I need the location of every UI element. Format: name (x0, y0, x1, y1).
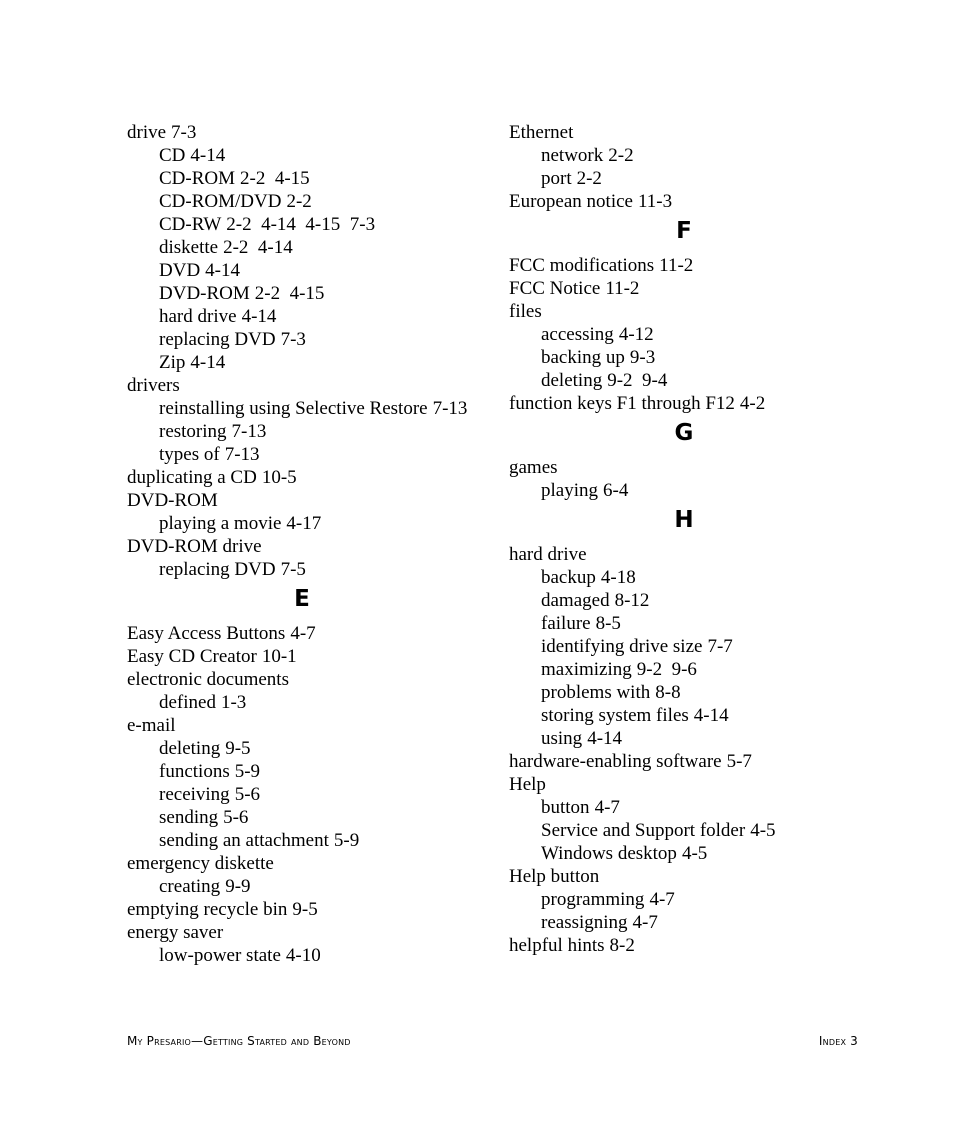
index-page-ref: 4-5 (681, 843, 708, 864)
index-entry (509, 456, 909, 479)
index-page-ref: 4-12 (618, 324, 654, 345)
index-subentry (509, 727, 909, 750)
index-term: damaged (541, 590, 610, 611)
index-page-ref: 7-13 (224, 444, 260, 465)
index-page-ref: 10-1 (261, 646, 297, 667)
index-entry (509, 300, 909, 323)
index-page-ref: 1-3 (220, 692, 247, 713)
index-page-ref: 4-14 (190, 145, 226, 166)
index-term: defined (159, 692, 216, 713)
index-subentry (509, 346, 909, 369)
index-subentry (509, 635, 909, 658)
index-subentry (127, 760, 497, 783)
index-column-left (127, 121, 497, 967)
index-term: playing a movie (159, 513, 282, 534)
index-subentry (127, 167, 497, 190)
index-term: replacing DVD (159, 329, 276, 350)
index-column-right (509, 121, 909, 957)
index-entry (509, 392, 909, 415)
index-subentry (127, 236, 497, 259)
index-subentry (509, 589, 909, 612)
index-term: backup (541, 567, 596, 588)
index-term: Help (509, 774, 546, 795)
index-term: function keys F1 through F12 (509, 393, 735, 414)
index-page-ref: 4-7 (594, 797, 620, 818)
index-page-ref: 4-14 (205, 260, 240, 281)
index-entry (127, 668, 497, 691)
index-term: playing (541, 480, 598, 501)
index-term: duplicating a CD (127, 467, 257, 488)
index-page-ref: 8-5 (595, 613, 621, 634)
index-page-ref: 2-2 4-15 (254, 283, 325, 304)
footer-page-number: Index 3 (818, 1034, 858, 1048)
index-subentry (127, 259, 497, 282)
index-term: games (509, 457, 558, 478)
index-page-ref: 9-9 (225, 876, 251, 897)
index-page-ref: 2-2 4-14 4-15 7-3 (226, 214, 376, 235)
index-subentry (509, 369, 909, 392)
index-page-ref: 5-6 (223, 807, 249, 828)
index-term: CD (159, 145, 186, 166)
index-term: low-power state (159, 945, 281, 966)
index-term: receiving (159, 784, 230, 805)
index-subentry (509, 704, 909, 727)
index-page-ref: 2-2 (286, 191, 312, 212)
index-term: DVD-ROM drive (127, 536, 262, 557)
index-page-ref: 11-2 (605, 278, 640, 299)
index-term: reassigning (541, 912, 628, 933)
index-entry (127, 921, 497, 944)
index-subentry (509, 566, 909, 589)
index-term: Zip (159, 352, 186, 373)
index-entry (509, 121, 909, 144)
index-subentry (127, 558, 497, 581)
index-subentry (127, 420, 497, 443)
index-term: functions (159, 761, 230, 782)
index-entry (127, 622, 497, 645)
index-page-ref: 4-7 (649, 889, 675, 910)
index-page-ref: 4-7 (290, 623, 316, 644)
index-term: hard drive (159, 306, 237, 327)
index-term: files (509, 301, 542, 322)
index-entry (509, 543, 909, 566)
index-subentry (509, 796, 909, 819)
index-entry (127, 645, 497, 668)
index-page-ref: 4-2 (739, 393, 766, 414)
index-subentry (509, 681, 909, 704)
index-page-ref: 4-17 (286, 513, 322, 534)
index-term: DVD (159, 260, 201, 281)
index-entry (127, 466, 497, 489)
index-page-ref: 9-2 9-6 (636, 659, 697, 680)
index-entry (127, 714, 497, 737)
index-section-letter: E (294, 586, 310, 612)
index-subentry (127, 875, 497, 898)
index-subentry (509, 612, 909, 635)
index-page-ref: 4-14 (190, 352, 226, 373)
index-term: maximizing (541, 659, 632, 680)
index-entry (127, 489, 497, 512)
index-term: drive (127, 122, 167, 143)
index-page-ref: 2-2 4-15 (240, 168, 310, 189)
index-subentry (509, 842, 909, 865)
index-term: backing up (541, 347, 625, 368)
index-term: helpful hints (509, 935, 605, 956)
index-entry (127, 374, 497, 397)
index-entry (509, 750, 909, 773)
index-term: FCC modifications (509, 255, 655, 276)
index-subentry (127, 282, 497, 305)
index-entry (509, 934, 909, 957)
index-subentry (127, 691, 497, 714)
index-page-ref: 8-8 (655, 682, 681, 703)
index-subentry (509, 479, 909, 502)
index-page-ref: 9-2 9-4 (607, 370, 668, 391)
index-page-ref: 4-18 (600, 567, 636, 588)
index-term: network (541, 145, 604, 166)
index-subentry (127, 829, 497, 852)
index-term: storing system files (541, 705, 689, 726)
index-term: Ethernet (509, 122, 574, 143)
index-subentry (127, 944, 497, 967)
index-term: Easy CD Creator (127, 646, 257, 667)
index-term: European notice (509, 191, 633, 212)
index-page-ref: 7-13 (231, 421, 267, 442)
index-page-ref: 4-7 (632, 912, 658, 933)
index-page-ref: 8-12 (614, 590, 650, 611)
index-term: failure (541, 613, 591, 634)
index-term: restoring (159, 421, 227, 442)
index-page-ref: 4-14 (241, 306, 277, 327)
index-subentry (127, 737, 497, 760)
index-term: port (541, 168, 572, 189)
index-term: types of (159, 444, 220, 465)
index-page-ref: 2-2 4-14 (223, 237, 293, 258)
index-page-ref: 9-5 (225, 738, 251, 759)
index-term: creating (159, 876, 221, 897)
index-subentry (509, 911, 909, 934)
index-entry (127, 535, 497, 558)
index-entry (509, 190, 909, 213)
index-term: emptying recycle bin (127, 899, 288, 920)
index-term: sending an attachment (159, 830, 329, 851)
index-term: problems with (541, 682, 651, 703)
index-page-ref: 11-3 (637, 191, 673, 212)
index-entry (509, 254, 909, 277)
index-term: emergency diskette (127, 853, 274, 874)
index-subentry (509, 819, 909, 842)
index-subentry (127, 806, 497, 829)
index-term: Windows desktop (541, 843, 677, 864)
index-subentry (127, 783, 497, 806)
index-subentry (509, 167, 909, 190)
index-term: reinstalling using Selective Restore (159, 398, 428, 419)
index-subentry (127, 190, 497, 213)
index-subentry (509, 323, 909, 346)
index-subentry (127, 305, 497, 328)
index-term: Help button (509, 866, 600, 887)
index-page-ref: 4-10 (285, 945, 321, 966)
index-page-ref: 5-9 (234, 761, 261, 782)
index-term: replacing DVD (159, 559, 276, 580)
index-subentry (127, 397, 497, 420)
index-page-ref: 4-5 (750, 820, 776, 841)
index-subentry (127, 512, 497, 535)
index-page-ref: 4-14 (693, 705, 729, 726)
index-term: CD-ROM (159, 168, 236, 189)
index-term: hard drive (509, 544, 587, 565)
index-page-ref: 8-2 (609, 935, 635, 956)
footer-book-title: My Presario—Getting Started and Beyond (127, 1034, 351, 1048)
index-term: programming (541, 889, 645, 910)
index-subentry (127, 144, 497, 167)
index-subentry (127, 443, 497, 466)
index-term: Easy Access Buttons (127, 623, 286, 644)
index-term: drivers (127, 375, 180, 396)
index-page-ref: 2-2 (608, 145, 634, 166)
index-page-ref: 5-7 (726, 751, 752, 772)
index-term: identifying drive size (541, 636, 703, 657)
index-term: deleting (159, 738, 221, 759)
index-section-letter: H (674, 507, 694, 533)
index-page-ref: 7-13 (432, 398, 468, 419)
index-term: using (541, 728, 583, 749)
index-entry (127, 898, 497, 921)
index-page-ref: 6-4 (603, 480, 629, 501)
index-term: e-mail (127, 715, 176, 736)
index-subentry (509, 144, 909, 167)
index-term: electronic documents (127, 669, 289, 690)
index-page-ref: 2-2 (576, 168, 602, 189)
index-page-ref: 5-6 (234, 784, 261, 805)
index-term: CD-ROM/DVD (159, 191, 282, 212)
index-entry (127, 121, 497, 144)
index-subentry (127, 328, 497, 351)
index-subentry (127, 213, 497, 236)
index-page-ref: 9-5 (292, 899, 318, 920)
index-page-ref: 7-5 (280, 559, 306, 580)
index-section-letter: F (676, 218, 692, 244)
index-term: deleting (541, 370, 603, 391)
index-term: button (541, 797, 590, 818)
index-term: DVD-ROM (127, 490, 218, 511)
index-term: energy saver (127, 922, 224, 943)
index-term: hardware-enabling software (509, 751, 722, 772)
index-term: diskette (159, 237, 219, 258)
index-subentry (509, 658, 909, 681)
index-page-ref: 10-5 (261, 467, 297, 488)
index-term: CD-RW (159, 214, 222, 235)
index-entry (127, 852, 497, 875)
index-entry (509, 865, 909, 888)
index-term: accessing (541, 324, 614, 345)
index-page-ref: 9-3 (629, 347, 656, 368)
index-term: FCC Notice (509, 278, 601, 299)
index-page-ref: 5-9 (333, 830, 360, 851)
index-page-ref: 7-7 (707, 636, 733, 657)
index-subentry (127, 351, 497, 374)
index-term: sending (159, 807, 219, 828)
index-entry (509, 773, 909, 796)
index-term: DVD-ROM (159, 283, 250, 304)
index-term: Service and Support folder (541, 820, 746, 841)
index-section-letter: G (674, 420, 694, 446)
index-page-ref: 7-3 (171, 122, 197, 143)
index-page-ref: 7-3 (280, 329, 306, 350)
index-page-ref: 4-14 (587, 728, 623, 749)
index-subentry (509, 888, 909, 911)
index-entry (509, 277, 909, 300)
index-page-ref: 11-2 (659, 255, 694, 276)
